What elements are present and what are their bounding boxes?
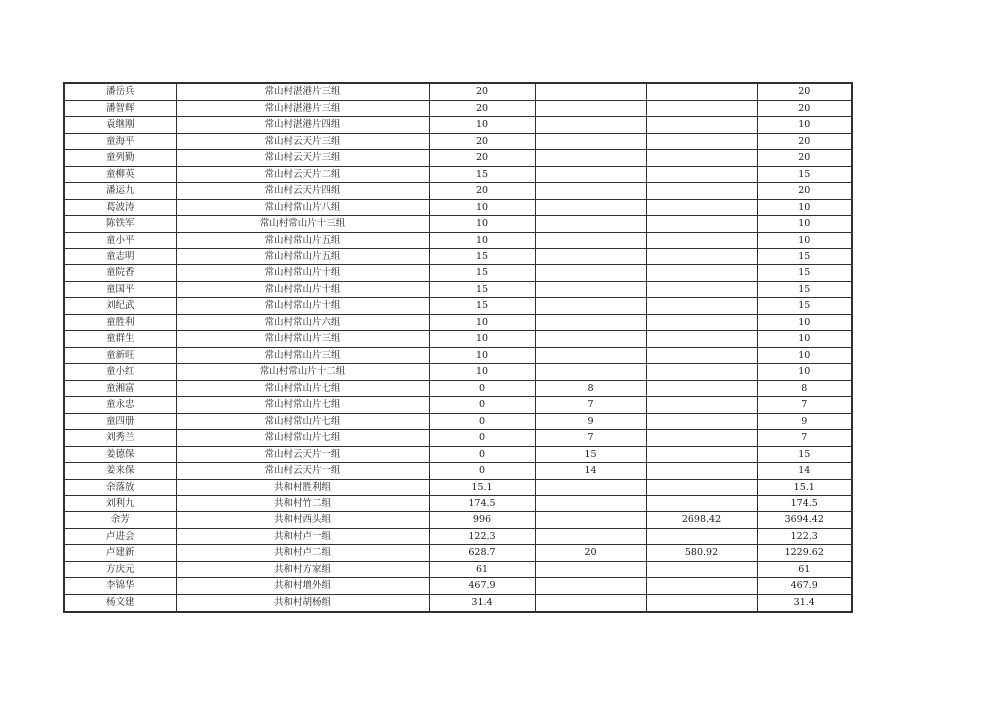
group-cell: 常山村常山片六组 xyxy=(176,314,429,330)
name-cell: 余落放 xyxy=(64,479,176,495)
value3-cell xyxy=(646,248,757,264)
group-cell: 常山村常山片十二组 xyxy=(176,364,429,380)
name-cell: 刘利九 xyxy=(64,496,176,512)
total-cell: 10 xyxy=(757,199,852,215)
value2-cell: 14 xyxy=(535,463,646,479)
value3-cell xyxy=(646,561,757,577)
total-cell: 7 xyxy=(757,397,852,413)
name-cell: 卢建新 xyxy=(64,545,176,561)
name-cell: 潘运九 xyxy=(64,183,176,199)
value2-cell: 15 xyxy=(535,446,646,462)
group-cell: 常山村常山片七组 xyxy=(176,413,429,429)
value1-cell: 0 xyxy=(429,446,535,462)
name-cell: 童小红 xyxy=(64,364,176,380)
name-cell: 潘岳兵 xyxy=(64,83,176,100)
name-cell: 童院香 xyxy=(64,265,176,281)
value3-cell xyxy=(646,83,757,100)
table-row xyxy=(64,561,852,577)
table-row xyxy=(64,528,852,544)
name-cell: 余芳 xyxy=(64,512,176,528)
value3-cell xyxy=(646,265,757,281)
table-row xyxy=(64,380,852,396)
name-cell: 刘秀兰 xyxy=(64,430,176,446)
name-cell: 杨文建 xyxy=(64,594,176,612)
table-body xyxy=(64,83,852,612)
table-row xyxy=(64,100,852,116)
name-cell: 童列勤 xyxy=(64,150,176,166)
value1-cell: 10 xyxy=(429,331,535,347)
value2-cell xyxy=(535,248,646,264)
value2-cell xyxy=(535,166,646,182)
table-row xyxy=(64,364,852,380)
value2-cell xyxy=(535,133,646,149)
name-cell: 陈铁军 xyxy=(64,216,176,232)
value1-cell: 996 xyxy=(429,512,535,528)
value2-cell xyxy=(535,150,646,166)
table-row xyxy=(64,199,852,215)
table-row xyxy=(64,446,852,462)
group-cell: 共和村胡杨组 xyxy=(176,594,429,612)
name-cell: 童志明 xyxy=(64,248,176,264)
group-cell: 常山村湛港片四组 xyxy=(176,117,429,133)
table-row xyxy=(64,83,852,100)
group-cell: 常山村常山片八组 xyxy=(176,199,429,215)
value1-cell: 10 xyxy=(429,314,535,330)
table-row xyxy=(64,463,852,479)
value2-cell xyxy=(535,281,646,297)
name-cell: 姜来保 xyxy=(64,463,176,479)
group-cell: 常山村云天片四组 xyxy=(176,183,429,199)
value3-cell xyxy=(646,117,757,133)
total-cell: 9 xyxy=(757,413,852,429)
name-cell: 童小平 xyxy=(64,232,176,248)
group-cell: 共和村增外组 xyxy=(176,578,429,594)
name-cell: 袁继刚 xyxy=(64,117,176,133)
value2-cell: 7 xyxy=(535,397,646,413)
value3-cell xyxy=(646,380,757,396)
group-cell: 常山村云天片三组 xyxy=(176,133,429,149)
value1-cell: 174.5 xyxy=(429,496,535,512)
value1-cell: 0 xyxy=(429,380,535,396)
name-cell: 童胜利 xyxy=(64,314,176,330)
total-cell: 61 xyxy=(757,561,852,577)
value2-cell xyxy=(535,117,646,133)
name-cell: 童国平 xyxy=(64,281,176,297)
value1-cell: 61 xyxy=(429,561,535,577)
value1-cell: 467.9 xyxy=(429,578,535,594)
group-cell: 常山村常山片三组 xyxy=(176,331,429,347)
value2-cell xyxy=(535,331,646,347)
value2-cell xyxy=(535,314,646,330)
value2-cell xyxy=(535,578,646,594)
group-cell: 共和村卢二组 xyxy=(176,545,429,561)
value2-cell: 20 xyxy=(535,545,646,561)
total-cell: 20 xyxy=(757,133,852,149)
value2-cell xyxy=(535,216,646,232)
value1-cell: 20 xyxy=(429,133,535,149)
group-cell: 常山村常山片七组 xyxy=(176,380,429,396)
value3-cell xyxy=(646,578,757,594)
value3-cell xyxy=(646,183,757,199)
value2-cell xyxy=(535,232,646,248)
group-cell: 共和村卢一组 xyxy=(176,528,429,544)
value2-cell: 7 xyxy=(535,430,646,446)
value2-cell xyxy=(535,479,646,495)
total-cell: 3694.42 xyxy=(757,512,852,528)
name-cell: 童永忠 xyxy=(64,397,176,413)
value2-cell: 9 xyxy=(535,413,646,429)
name-cell: 童柳英 xyxy=(64,166,176,182)
total-cell: 1229.62 xyxy=(757,545,852,561)
value1-cell: 10 xyxy=(429,347,535,363)
value1-cell: 10 xyxy=(429,216,535,232)
value1-cell: 20 xyxy=(429,150,535,166)
name-cell: 卢进会 xyxy=(64,528,176,544)
value1-cell: 10 xyxy=(429,364,535,380)
table-row xyxy=(64,265,852,281)
value3-cell: 2698.42 xyxy=(646,512,757,528)
value3-cell xyxy=(646,216,757,232)
table-row xyxy=(64,166,852,182)
table-row xyxy=(64,347,852,363)
value1-cell: 0 xyxy=(429,430,535,446)
group-cell: 共和村西头组 xyxy=(176,512,429,528)
value1-cell: 0 xyxy=(429,463,535,479)
value3-cell xyxy=(646,331,757,347)
value2-cell xyxy=(535,561,646,577)
value3-cell xyxy=(646,314,757,330)
total-cell: 467.9 xyxy=(757,578,852,594)
value2-cell: 8 xyxy=(535,380,646,396)
value1-cell: 15 xyxy=(429,248,535,264)
group-cell: 常山村云天片二组 xyxy=(176,166,429,182)
value2-cell xyxy=(535,100,646,116)
group-cell: 常山村常山片十组 xyxy=(176,298,429,314)
value3-cell xyxy=(646,150,757,166)
group-cell: 常山村常山片七组 xyxy=(176,430,429,446)
value1-cell: 122.3 xyxy=(429,528,535,544)
value3-cell xyxy=(646,446,757,462)
table-row xyxy=(64,150,852,166)
group-cell: 常山村常山片五组 xyxy=(176,248,429,264)
name-cell: 葛波涛 xyxy=(64,199,176,215)
total-cell: 174.5 xyxy=(757,496,852,512)
table-row xyxy=(64,216,852,232)
total-cell: 122.3 xyxy=(757,528,852,544)
total-cell: 20 xyxy=(757,183,852,199)
value1-cell: 20 xyxy=(429,183,535,199)
total-cell: 20 xyxy=(757,83,852,100)
group-cell: 共和村竹二组 xyxy=(176,496,429,512)
group-cell: 常山村云天片一组 xyxy=(176,463,429,479)
group-cell: 常山村常山片三组 xyxy=(176,347,429,363)
value3-cell xyxy=(646,281,757,297)
value2-cell xyxy=(535,594,646,612)
value2-cell xyxy=(535,528,646,544)
name-cell: 方庆元 xyxy=(64,561,176,577)
value2-cell xyxy=(535,364,646,380)
value1-cell: 31.4 xyxy=(429,594,535,612)
name-cell: 童新旺 xyxy=(64,347,176,363)
table-row xyxy=(64,314,852,330)
table-row xyxy=(64,248,852,264)
value3-cell xyxy=(646,528,757,544)
name-cell: 姜德保 xyxy=(64,446,176,462)
group-cell: 常山村云天片三组 xyxy=(176,150,429,166)
total-cell: 10 xyxy=(757,216,852,232)
total-cell: 10 xyxy=(757,314,852,330)
table-row xyxy=(64,512,852,528)
table-row xyxy=(64,232,852,248)
table-row xyxy=(64,331,852,347)
total-cell: 10 xyxy=(757,347,852,363)
group-cell: 共和村胜利组 xyxy=(176,479,429,495)
name-cell: 刘纪武 xyxy=(64,298,176,314)
value1-cell: 15 xyxy=(429,265,535,281)
value1-cell: 10 xyxy=(429,232,535,248)
value1-cell: 15 xyxy=(429,166,535,182)
value3-cell xyxy=(646,166,757,182)
value2-cell xyxy=(535,512,646,528)
total-cell: 15 xyxy=(757,265,852,281)
group-cell: 常山村湛港片三组 xyxy=(176,83,429,100)
value3-cell xyxy=(646,463,757,479)
value1-cell: 0 xyxy=(429,413,535,429)
value1-cell: 20 xyxy=(429,100,535,116)
total-cell: 8 xyxy=(757,380,852,396)
value3-cell xyxy=(646,479,757,495)
table-row xyxy=(64,281,852,297)
value1-cell: 10 xyxy=(429,199,535,215)
table-row xyxy=(64,397,852,413)
total-cell: 10 xyxy=(757,117,852,133)
value1-cell: 0 xyxy=(429,397,535,413)
group-cell: 常山村常山片十组 xyxy=(176,265,429,281)
table-row xyxy=(64,594,852,612)
total-cell: 15 xyxy=(757,166,852,182)
value1-cell: 15 xyxy=(429,298,535,314)
value3-cell xyxy=(646,347,757,363)
group-cell: 共和村方家组 xyxy=(176,561,429,577)
table-row xyxy=(64,183,852,199)
name-cell: 童海平 xyxy=(64,133,176,149)
data-table xyxy=(63,82,853,613)
group-cell: 常山村云天片一组 xyxy=(176,446,429,462)
table-row xyxy=(64,496,852,512)
group-cell: 常山村常山片五组 xyxy=(176,232,429,248)
name-cell: 童湘富 xyxy=(64,380,176,396)
total-cell: 10 xyxy=(757,331,852,347)
group-cell: 常山村常山片七组 xyxy=(176,397,429,413)
total-cell: 15 xyxy=(757,298,852,314)
value1-cell: 15 xyxy=(429,281,535,297)
value1-cell: 628.7 xyxy=(429,545,535,561)
table-row xyxy=(64,133,852,149)
value1-cell: 15.1 xyxy=(429,479,535,495)
total-cell: 15 xyxy=(757,248,852,264)
total-cell: 31.4 xyxy=(757,594,852,612)
value2-cell xyxy=(535,347,646,363)
value2-cell xyxy=(535,183,646,199)
total-cell: 7 xyxy=(757,430,852,446)
total-cell: 15 xyxy=(757,281,852,297)
value3-cell xyxy=(646,232,757,248)
group-cell: 常山村湛港片三组 xyxy=(176,100,429,116)
value3-cell xyxy=(646,364,757,380)
table-row xyxy=(64,479,852,495)
total-cell: 10 xyxy=(757,232,852,248)
value3-cell: 580.92 xyxy=(646,545,757,561)
table-row xyxy=(64,545,852,561)
value2-cell xyxy=(535,199,646,215)
value3-cell xyxy=(646,298,757,314)
value1-cell: 10 xyxy=(429,117,535,133)
value3-cell xyxy=(646,413,757,429)
value3-cell xyxy=(646,100,757,116)
table-row xyxy=(64,298,852,314)
value2-cell xyxy=(535,265,646,281)
total-cell: 15 xyxy=(757,446,852,462)
total-cell: 15.1 xyxy=(757,479,852,495)
table-row xyxy=(64,578,852,594)
name-cell: 李锦华 xyxy=(64,578,176,594)
table-row xyxy=(64,413,852,429)
value3-cell xyxy=(646,133,757,149)
value2-cell xyxy=(535,83,646,100)
table-row xyxy=(64,117,852,133)
value3-cell xyxy=(646,430,757,446)
value3-cell xyxy=(646,496,757,512)
total-cell: 20 xyxy=(757,150,852,166)
group-cell: 常山村常山片十三组 xyxy=(176,216,429,232)
group-cell: 常山村常山片十组 xyxy=(176,281,429,297)
value3-cell xyxy=(646,199,757,215)
value3-cell xyxy=(646,397,757,413)
value2-cell xyxy=(535,496,646,512)
value3-cell xyxy=(646,594,757,612)
name-cell: 童四册 xyxy=(64,413,176,429)
name-cell: 童群生 xyxy=(64,331,176,347)
total-cell: 14 xyxy=(757,463,852,479)
name-cell: 潘智辉 xyxy=(64,100,176,116)
total-cell: 10 xyxy=(757,364,852,380)
total-cell: 20 xyxy=(757,100,852,116)
value1-cell: 20 xyxy=(429,83,535,100)
table-row xyxy=(64,430,852,446)
value2-cell xyxy=(535,298,646,314)
